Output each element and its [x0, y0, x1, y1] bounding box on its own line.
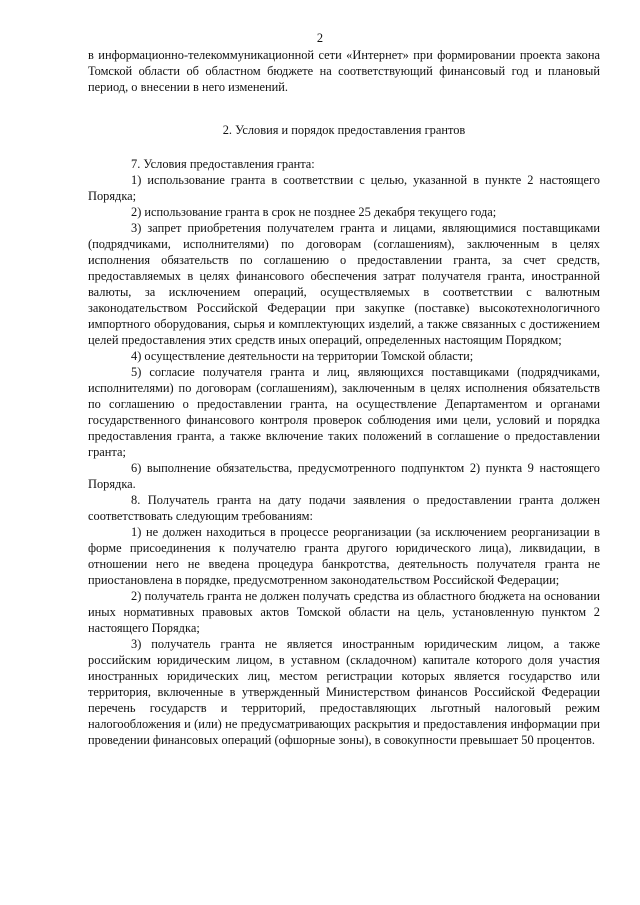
clause-7-item-3: 3) запрет приобретения получателем гранта и лицами, являющимися поставщиками (подрядчиками, исполнителями) по договорам (соглашениям), заключенным в целях исполнения обязательств по соглашению о предоставлении гранта, за счет средств, предоставляемых в целях финансового обеспечения затрат получателя гранта, иностранной валюты, за исключением операций, осуществляемых в соответствии с валютным законодательством Российской Федерации при закупке (поставке) высокотехнологичного импортного оборудования, сырья и комплектующих изделий, а также связанных с достижением целей предоставления этих средств иных операций, определенных настоящим Порядком;: [88, 221, 600, 347]
clause-7-item-4: 4) осуществление деятельности на территории Томской области;: [131, 349, 474, 363]
clause-7-item-1: 1) использование гранта в соответствии с целью, указанной в пункте 2 настоящего Порядка;: [88, 173, 600, 203]
clause-7-item-2: 2) использование гранта в срок не позднее 25 декабря текущего года;: [131, 205, 497, 219]
clause-8-item-3: 3) получатель гранта не является иностранным юридическим лицом, а также российским юридическим лицом, в уставном (складочном) капитале которого доля участия иностранных юридических лиц, местом регистрации которых является государство или территория, включенные в утвержденный Министерством финансов Российской Федерации перечень государств и территорий, предоставляющих льготный налоговый режим налогообложения и (или) не предусматривающих раскрытия и предоставления информации при проведении финансовых операций (офшорные зоны), в совокупности превышает 50 процентов.: [88, 637, 600, 747]
section-heading: 2. Условия и порядок предоставления грантов: [222, 123, 466, 137]
clause-8-item-2: 2) получатель гранта не должен получать средства из областного бюджета на основании иных нормативных правовых актов Томской области на цель, установленную пунктом 2 настоящего Порядка;: [88, 589, 600, 635]
clause-8-item-1: 1) не должен находиться в процессе реорганизации (за исключением реорганизации в форме присоединения к получателю гранта другого юридического лица), ликвидации, в отношении него не введена процедура банкротства, деятельность получателя гранта не приостановлена в порядке, предусмотренном законодательством Российской Федерации;: [88, 525, 600, 587]
clause-7-item-5: 5) согласие получателя гранта и лиц, являющихся поставщиками (подрядчиками, исполнителями) по договорам (соглашениям), заключенным в целях исполнения обязательств по соглашению о предоставлении гранта, на осуществление Департаментом и органами государственного финансового контроля проверок соблюдения ими цели, условий и порядка предоставления гранта, а также включение таких положений в соглашение о предоставлении гранта;: [88, 365, 600, 459]
clause-7-title: 7. Условия предоставления гранта:: [131, 157, 315, 171]
clause-8-title: 8. Получатель гранта на дату подачи заявления о предоставлении гранта должен соответствовать следующим требованиям:: [88, 493, 600, 523]
page-number: 2: [316, 31, 324, 45]
intro-paragraph: в информационно-телекоммуникационной сети «Интернет» при формировании проекта закона Томской области об областном бюджете на соответствующий финансовый год и плановый период, о внесении в него изменений.: [88, 48, 600, 94]
document-body: [88, 156, 600, 748]
clause-7-item-6: 6) выполнение обязательства, предусмотренного подпунктом 2) пункта 9 настоящего Порядка.: [88, 461, 600, 491]
